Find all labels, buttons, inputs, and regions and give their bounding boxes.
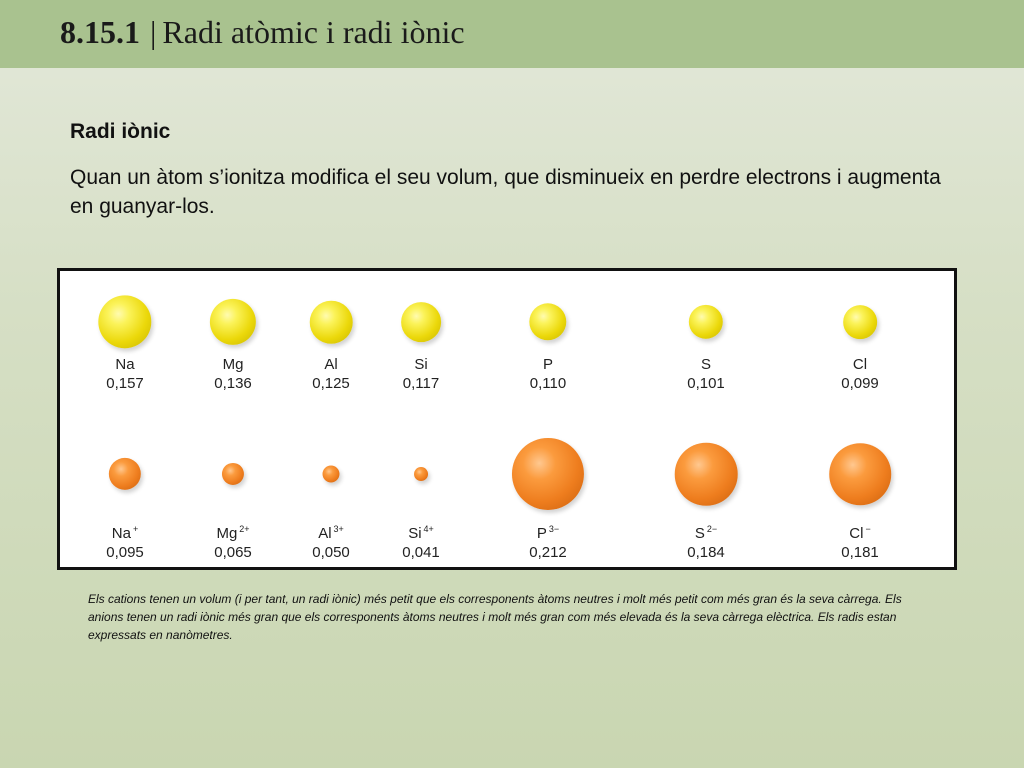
- symbol-text: Si: [408, 525, 422, 542]
- atom-label-mg: [214, 355, 252, 393]
- ion-sphere-si: [414, 467, 428, 481]
- ion-charge: 2−: [706, 524, 718, 534]
- atom-label-cl: [841, 355, 879, 393]
- radius-value: 0,212: [529, 544, 567, 561]
- symbol-text: Mg: [222, 356, 244, 373]
- ion-label-al: [312, 520, 350, 562]
- atom-sphere-p: [529, 303, 566, 340]
- atom-label-s: [687, 355, 725, 393]
- atom-sphere-na: [98, 295, 151, 348]
- ion-sphere-cl: [829, 443, 891, 505]
- element-symbol: [214, 355, 252, 374]
- element-symbol: [530, 355, 566, 374]
- symbol-text: Mg: [216, 525, 238, 542]
- element-symbol: [312, 520, 350, 543]
- atom-sphere-si: [401, 302, 441, 342]
- ion-label-mg: [214, 520, 252, 562]
- symbol-text: Cl: [852, 356, 868, 373]
- radius-value: 0,065: [214, 544, 252, 561]
- radius-value: 0,157: [106, 375, 144, 392]
- ion-sphere-al: [323, 466, 340, 483]
- element-symbol: [312, 355, 350, 374]
- element-symbol: [106, 355, 144, 374]
- element-symbol: [106, 520, 144, 543]
- element-symbol: [403, 355, 439, 374]
- radius-value: 0,125: [312, 375, 350, 392]
- atom-sphere-cl: [843, 305, 877, 339]
- atom-sphere-al: [310, 301, 353, 344]
- figure-caption: Els cations tenen un volum (i per tant, un radi iònic) més petit que els corresponents àtoms neutres i molt més petit com més gran és la seva càrrega. Els anions tenen un radi iònic més gran que els corresponents àtoms neutres i molt més gran com més elevada és la seva càrrega elèctrica. Els radis estan expressats en nanòmetres.: [88, 592, 902, 642]
- slide-title: [60, 14, 465, 51]
- title-separator: |: [150, 14, 157, 50]
- atom-label-al: [312, 355, 350, 393]
- ion-label-cl: [841, 520, 879, 562]
- atom-sphere-mg: [210, 299, 256, 345]
- atom-label-si: [403, 355, 439, 393]
- title-bar: [0, 0, 1024, 68]
- section-heading: Radi iònic: [70, 120, 171, 143]
- slide-title-text: Radi atòmic i radi iònic: [162, 14, 465, 50]
- symbol-text: Al: [318, 525, 332, 542]
- slide-number: 8.15.1: [60, 14, 140, 50]
- radius-value: 0,041: [402, 544, 440, 561]
- radius-value: 0,184: [687, 544, 725, 561]
- element-symbol: [841, 520, 879, 543]
- radius-value: 0,181: [841, 544, 879, 561]
- ion-charge: 4+: [423, 524, 434, 534]
- radius-value: 0,099: [841, 375, 879, 392]
- element-symbol: [687, 355, 725, 374]
- symbol-text: Cl: [849, 525, 864, 542]
- radius-value: 0,117: [402, 375, 440, 392]
- atom-sphere-s: [689, 305, 723, 339]
- ion-label-p: [529, 520, 567, 562]
- element-symbol: [402, 520, 440, 543]
- symbol-text: S: [700, 356, 712, 373]
- atom-label-p: [530, 355, 566, 393]
- ion-charge: 2+: [239, 524, 250, 534]
- ion-label-si: [402, 520, 440, 562]
- ion-label-na: [106, 520, 144, 562]
- ion-sphere-p: [512, 438, 584, 510]
- radius-value: 0,095: [106, 544, 144, 561]
- symbol-text: P: [536, 525, 547, 542]
- radius-value: 0,110: [529, 375, 567, 392]
- element-symbol: [841, 355, 879, 374]
- intro-text: Quan un àtom s’ionitza modifica el seu volum, que disminueix en perdre electrons i augmenta en guanyar-los.: [70, 166, 941, 218]
- radius-value: 0,101: [687, 375, 725, 392]
- symbol-text: Al: [324, 356, 338, 373]
- ion-sphere-na: [109, 458, 141, 490]
- symbol-text: Na: [111, 525, 131, 542]
- ion-sphere-mg: [222, 463, 244, 485]
- ion-label-s: [687, 520, 725, 562]
- symbol-text: Si: [414, 356, 428, 373]
- symbol-text: P: [542, 356, 553, 373]
- element-symbol: [687, 520, 725, 543]
- radius-value: 0,136: [214, 375, 252, 392]
- radius-value: 0,050: [312, 544, 350, 561]
- ion-sphere-s: [675, 443, 738, 506]
- ion-charge: 3+: [333, 524, 344, 534]
- ionic-radius-figure: [57, 268, 957, 570]
- ion-charge: 3−: [548, 524, 560, 534]
- element-symbol: [529, 520, 567, 543]
- ion-charge: +: [132, 524, 139, 534]
- atom-label-na: [106, 355, 144, 393]
- symbol-text: S: [694, 525, 705, 542]
- ion-charge: −: [865, 524, 871, 534]
- element-symbol: [214, 520, 252, 543]
- symbol-text: Na: [115, 356, 135, 373]
